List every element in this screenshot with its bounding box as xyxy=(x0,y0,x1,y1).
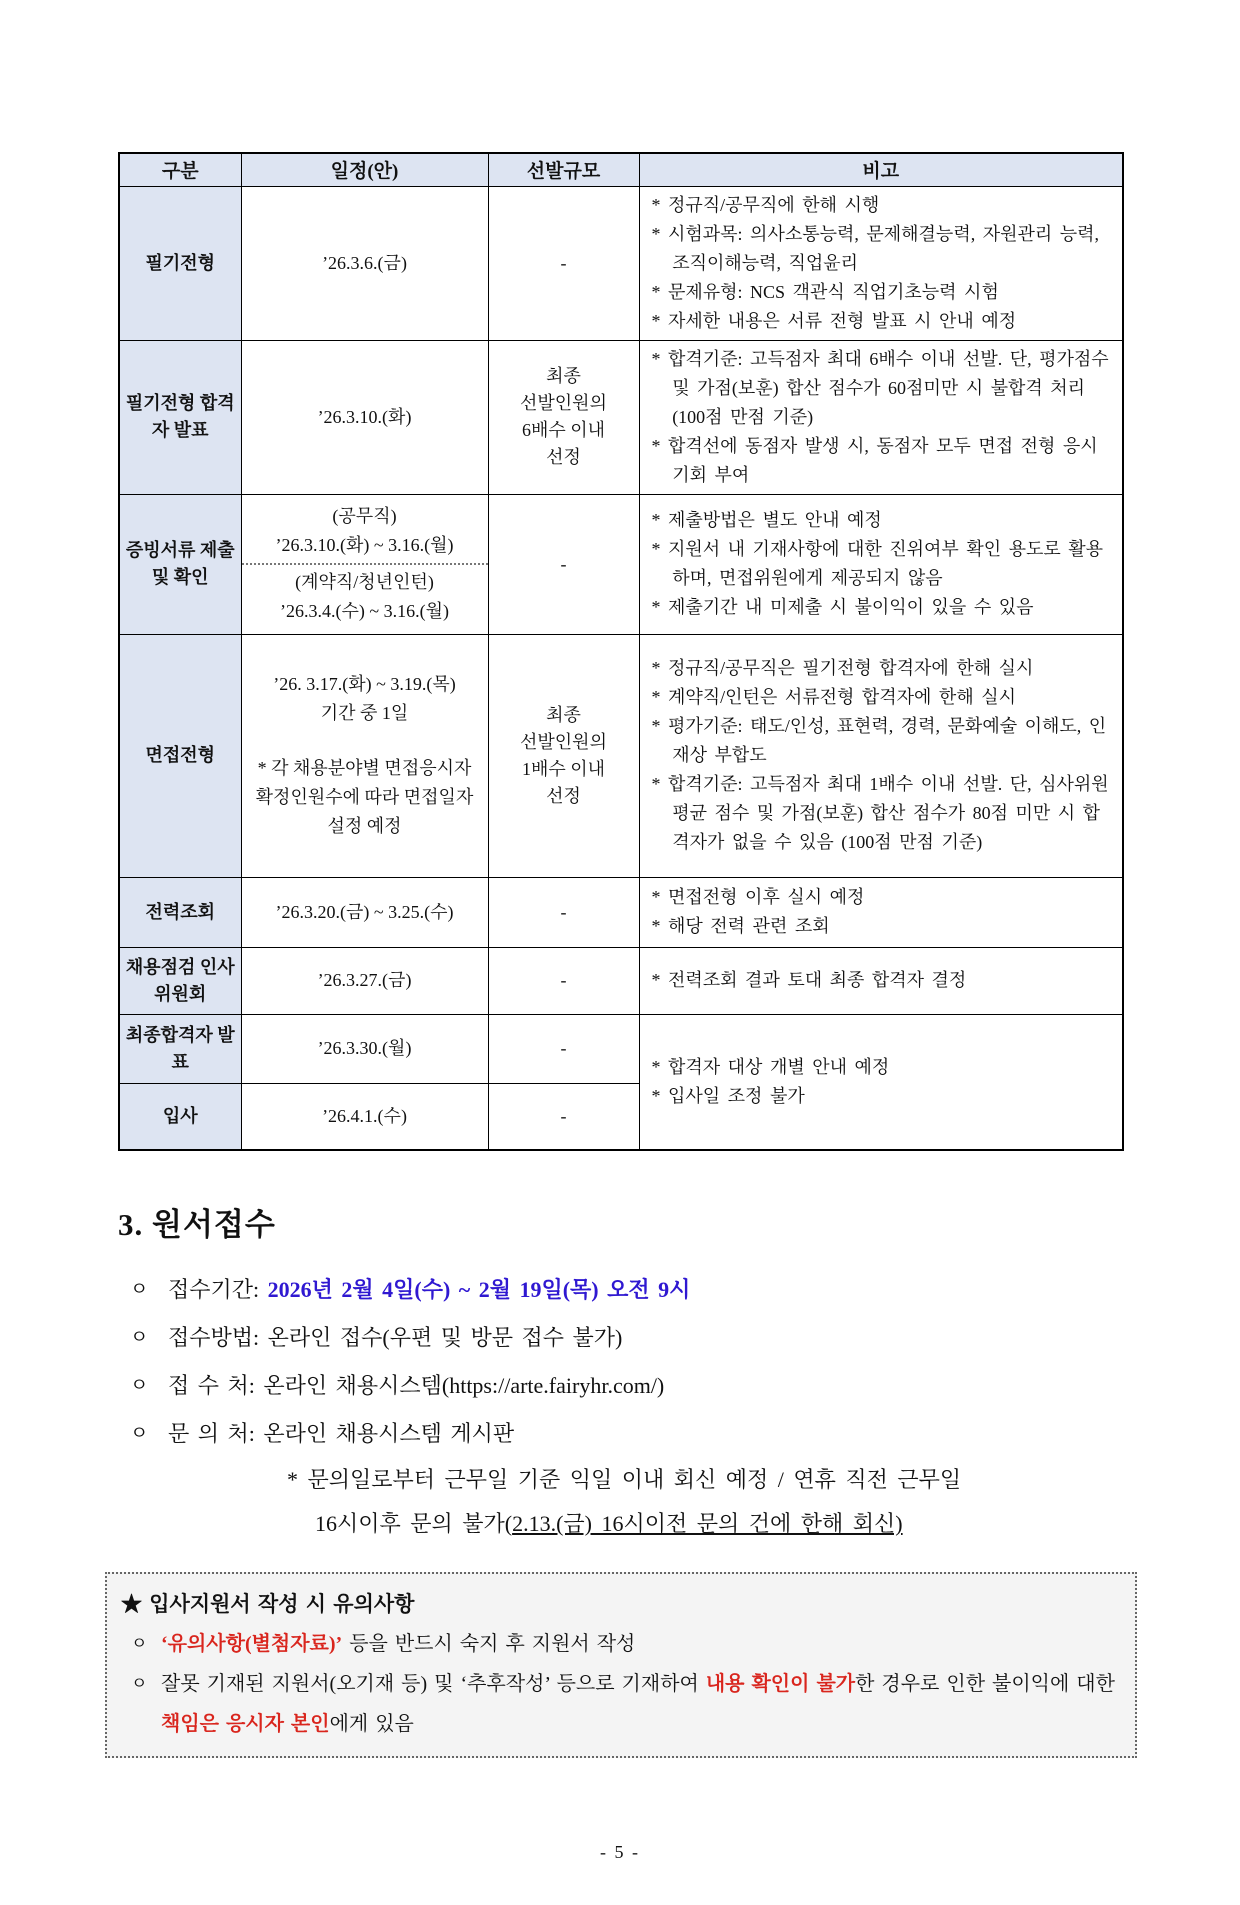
list-item xyxy=(130,1266,1240,1314)
note-line: * 시험과목: 의사소통능력, 문제해결능력, 자원관리 능력, 조직이해능력, 직업윤리 xyxy=(651,223,1100,273)
caution-plain-text: 한 경우로 인한 불이익에 대한 xyxy=(855,1673,1115,1695)
circle-bullet-icon: ㅇ xyxy=(130,1279,149,1300)
schedule-part-label: (계약직/청년인턴) xyxy=(295,572,434,592)
schedule-part-range: ’26.3.4.(수) ~ 3.16.(월) xyxy=(280,601,449,621)
scale-line: 최종 xyxy=(546,366,581,386)
scale-line: 선발인원의 xyxy=(520,731,607,752)
note-line: * 입사일 조정 불가 xyxy=(651,1085,805,1106)
circle-bullet-icon: ㅇ xyxy=(131,1634,148,1653)
note-line: * 제출방법은 별도 안내 예정 xyxy=(651,510,882,530)
row-notes xyxy=(639,634,1123,877)
schedule-part-range: ’26.3.10.(화) ~ 3.16.(월) xyxy=(275,535,454,555)
caution-item-text xyxy=(161,1664,1121,1744)
note-line: * 평가기준: 태도/인성, 표현력, 경력, 문화예술 이해도, 인재상 부합도 xyxy=(651,716,1107,765)
schedule-line: ’26. 3.17.(화) ~ 3.19.(목) xyxy=(273,674,456,694)
scale-line: 1배수 이내 xyxy=(521,758,606,779)
row-category: 채용점검 인사위원회 xyxy=(119,947,241,1014)
scale-line: 최종 xyxy=(546,704,581,725)
row-scale: - xyxy=(488,877,639,947)
header-category: 구분 xyxy=(119,153,241,186)
caution-item xyxy=(131,1624,1121,1664)
inquiry-note-line2 xyxy=(315,1502,1240,1546)
note-line: * 합격기준: 고득점자 최대 1배수 이내 선발. 단, 심사위원 평균 점수 및 가점(보훈) 합산 점수가 80점 미만 시 합격자가 없을 수 있음 (100점 만점 기준) xyxy=(651,774,1109,852)
circle-bullet-icon: ㅇ xyxy=(130,1327,149,1348)
scale-line: 6배수 이내 xyxy=(521,420,606,440)
item-text: 접 수 처: 온라인 채용시스템(https://arte.fairyhr.com/) xyxy=(168,1373,665,1398)
row-scale: - xyxy=(488,494,639,634)
note-line: * 합격자 대상 개별 안내 예정 xyxy=(651,1056,890,1077)
row-category: 최종합격자 발표 xyxy=(119,1014,241,1083)
note-line: * 계약직/인턴은 서류전형 합격자에 한해 실시 xyxy=(651,687,1016,707)
note-line: * 제출기간 내 미제출 시 불이익이 있을 수 있음 xyxy=(651,597,1034,617)
header-scale: 선발규모 xyxy=(488,153,639,186)
caution-item-text xyxy=(161,1624,635,1664)
circle-bullet-icon: ㅇ xyxy=(130,1423,149,1444)
table-row xyxy=(119,494,1123,634)
inquiry-note-underlined: 2.13.(금) 16시이전 문의 건에 한해 회신) xyxy=(512,1511,903,1536)
row-schedule: ’26.3.6.(금) xyxy=(241,186,488,340)
item-value-highlight: 2026년 2월 4일(수) ~ 2월 19일(목) 오전 9시 xyxy=(267,1277,691,1302)
note-line: * 지원서 내 기재사항에 대한 진위여부 확인 용도로 활용하며, 면접위원에게 제공되지 않음 xyxy=(651,539,1104,588)
row-category: 필기전형 합격자 발표 xyxy=(119,340,241,494)
caution-red-text: 책임은 응시자 본인 xyxy=(161,1713,330,1735)
table-row xyxy=(119,340,1123,494)
row-notes xyxy=(639,494,1123,634)
note-line: * 문제유형: NCS 객관식 직업기초능력 시험 xyxy=(651,281,999,302)
item-text: 접수방법: 온라인 접수(우편 및 방문 접수 불가) xyxy=(168,1325,623,1350)
inquiry-note-prefix: 16시이후 문의 불가( xyxy=(315,1511,513,1536)
application-info-list xyxy=(130,1266,1240,1458)
table-header-row xyxy=(119,153,1123,186)
scale-line: 선정 xyxy=(546,447,581,467)
row-scale: - xyxy=(488,947,639,1014)
schedule-part-label: (공무직) xyxy=(332,506,397,526)
note-line: * 해당 전력 관련 조회 xyxy=(651,916,830,936)
header-schedule: 일정(안) xyxy=(241,153,488,186)
row-notes xyxy=(639,877,1123,947)
row-category: 전력조회 xyxy=(119,877,241,947)
row-schedule xyxy=(241,634,488,877)
circle-bullet-icon: ㅇ xyxy=(131,1674,148,1693)
row-schedule: ’26.3.10.(화) xyxy=(241,340,488,494)
note-line: * 자세한 내용은 서류 전형 발표 시 안내 예정 xyxy=(651,310,1017,331)
dotted-divider xyxy=(242,563,488,565)
inquiry-note-line1: * 문의일로부터 근무일 기준 익일 이내 회신 예정 / 연휴 직전 근무일 xyxy=(287,1467,962,1492)
row-category: 필기전형 xyxy=(119,186,241,340)
row-schedule: ’26.4.1.(수) xyxy=(241,1083,488,1150)
scale-line: 선발인원의 xyxy=(520,393,607,413)
caution-item xyxy=(131,1664,1121,1744)
note-line: * 정규직/공무직은 필기전형 합격자에 한해 실시 xyxy=(651,658,1034,678)
item-label: 접수기간: xyxy=(168,1277,268,1302)
circle-bullet-icon: ㅇ xyxy=(130,1375,149,1396)
row-scale: - xyxy=(488,1014,639,1083)
table-row xyxy=(119,947,1123,1014)
row-schedule: ’26.3.20.(금) ~ 3.25.(수) xyxy=(241,877,488,947)
section-title: 3. 원서접수 xyxy=(118,1207,276,1242)
caution-plain-text: 잘못 기재된 지원서(오기재 등) 및 ‘추후작성’ 등으로 기재하여 xyxy=(161,1673,706,1695)
caution-plain-text: 등을 반드시 숙지 후 지원서 작성 xyxy=(342,1633,636,1655)
page-number: - 5 - xyxy=(600,1842,640,1862)
table-row xyxy=(119,877,1123,947)
table-row xyxy=(119,1014,1123,1083)
row-scale: - xyxy=(488,186,639,340)
caution-red-text: ‘유의사항(별첨자료)’ xyxy=(161,1633,343,1655)
row-scale: - xyxy=(488,1083,639,1150)
list-item xyxy=(130,1362,1240,1410)
item-text xyxy=(168,1266,690,1314)
caution-plain-text: 에게 있음 xyxy=(329,1713,414,1735)
row-schedule: ’26.3.27.(금) xyxy=(241,947,488,1014)
recruitment-schedule-table xyxy=(118,152,1124,1151)
row-category: 증빙서류 제출 및 확인 xyxy=(119,494,241,634)
note-line: * 전력조회 결과 토대 최종 합격자 결정 xyxy=(651,970,967,990)
table-row xyxy=(119,186,1123,340)
note-line: * 정규직/공무직에 한해 시행 xyxy=(651,194,880,215)
row-notes-merged xyxy=(639,1014,1123,1150)
note-line: * 합격기준: 고득점자 최대 6배수 이내 선발. 단, 평가점수 및 가점(보훈) 합산 점수가 60점미만 시 불합격 처리(100점 만점 기준) xyxy=(651,348,1109,427)
caution-title: ★ 입사지원서 작성 시 유의사항 xyxy=(121,1592,415,1616)
note-line: * 합격선에 동점자 발생 시, 동점자 모두 면접 전형 응시기회 부여 xyxy=(651,435,1098,485)
row-category: 면접전형 xyxy=(119,634,241,877)
caution-box xyxy=(105,1572,1137,1758)
list-item xyxy=(130,1314,1240,1362)
row-notes xyxy=(639,340,1123,494)
caution-red-text: 내용 확인이 불가 xyxy=(705,1673,856,1695)
row-scale xyxy=(488,634,639,877)
row-scale xyxy=(488,340,639,494)
row-notes xyxy=(639,186,1123,340)
row-schedule: ’26.3.30.(월) xyxy=(241,1014,488,1083)
row-schedule xyxy=(241,494,488,634)
document-page xyxy=(0,152,1240,1905)
list-item xyxy=(130,1410,1240,1458)
item-text: 문 의 처: 온라인 채용시스템 게시판 xyxy=(168,1421,515,1446)
row-notes xyxy=(639,947,1123,1014)
scale-line: 선정 xyxy=(546,785,581,806)
schedule-line: 기간 중 1일 xyxy=(320,703,409,723)
row-category: 입사 xyxy=(119,1083,241,1150)
header-notes: 비고 xyxy=(639,153,1123,186)
note-line: * 면접전형 이후 실시 예정 xyxy=(651,887,865,907)
table-row xyxy=(119,634,1123,877)
schedule-note: * 각 채용분야별 면접응시자 확정인원수에 따라 면접일자 설정 예정 xyxy=(255,758,474,836)
